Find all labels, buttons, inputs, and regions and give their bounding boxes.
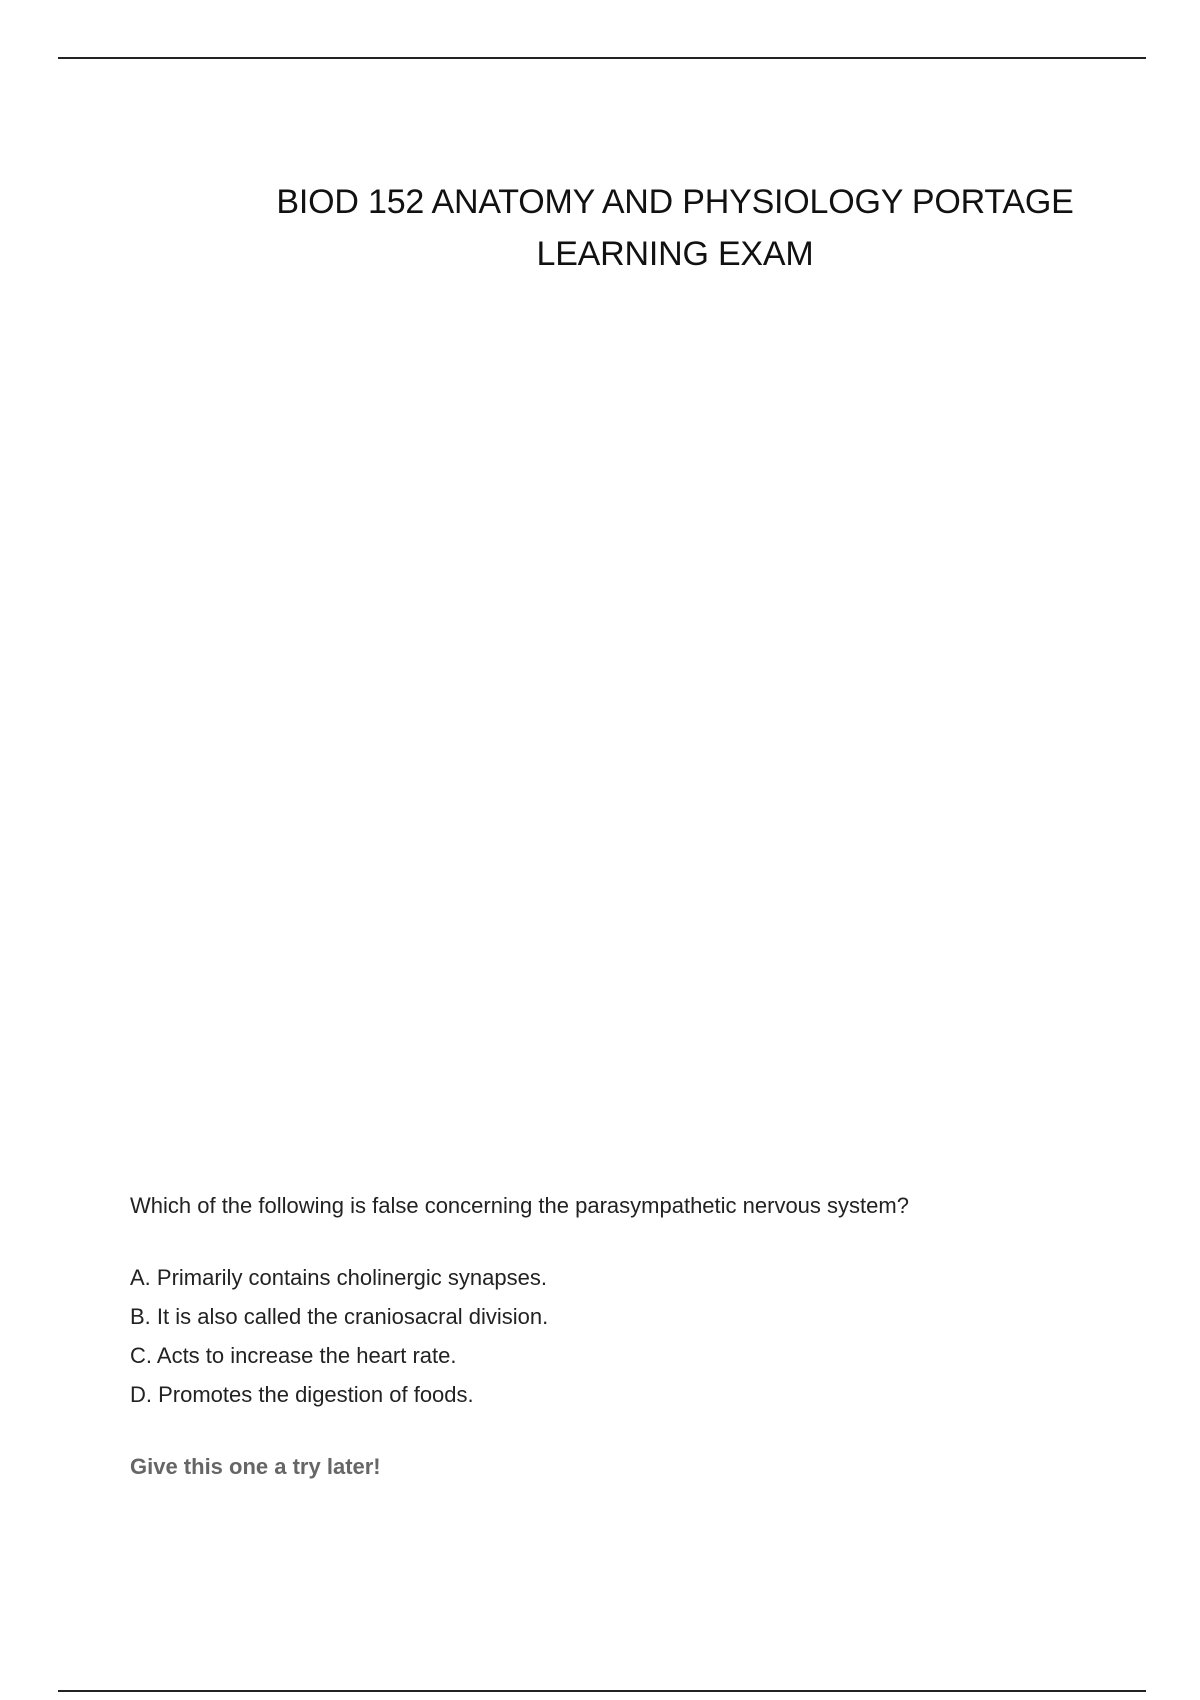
option-a: A. Primarily contains cholinergic synapses.: [130, 1265, 547, 1290]
answer-options: [130, 1258, 1130, 1414]
question-card: [130, 1186, 1130, 1487]
top-divider: [58, 57, 1146, 59]
option-d: D. Promotes the digestion of foods.: [130, 1382, 474, 1407]
question-text: Which of the following is false concerning the parasympathetic nervous system?: [130, 1193, 909, 1218]
bottom-divider: [58, 1690, 1146, 1692]
document-title: [140, 176, 1200, 280]
try-later-hint: Give this one a try later!: [130, 1454, 381, 1479]
title-line-2: LEARNING EXAM: [536, 235, 814, 273]
option-b: B. It is also called the craniosacral division.: [130, 1304, 549, 1329]
option-c: C. Acts to increase the heart rate.: [130, 1343, 457, 1368]
title-line-1: BIOD 152 ANATOMY AND PHYSIOLOGY PORTAGE: [276, 183, 1074, 221]
